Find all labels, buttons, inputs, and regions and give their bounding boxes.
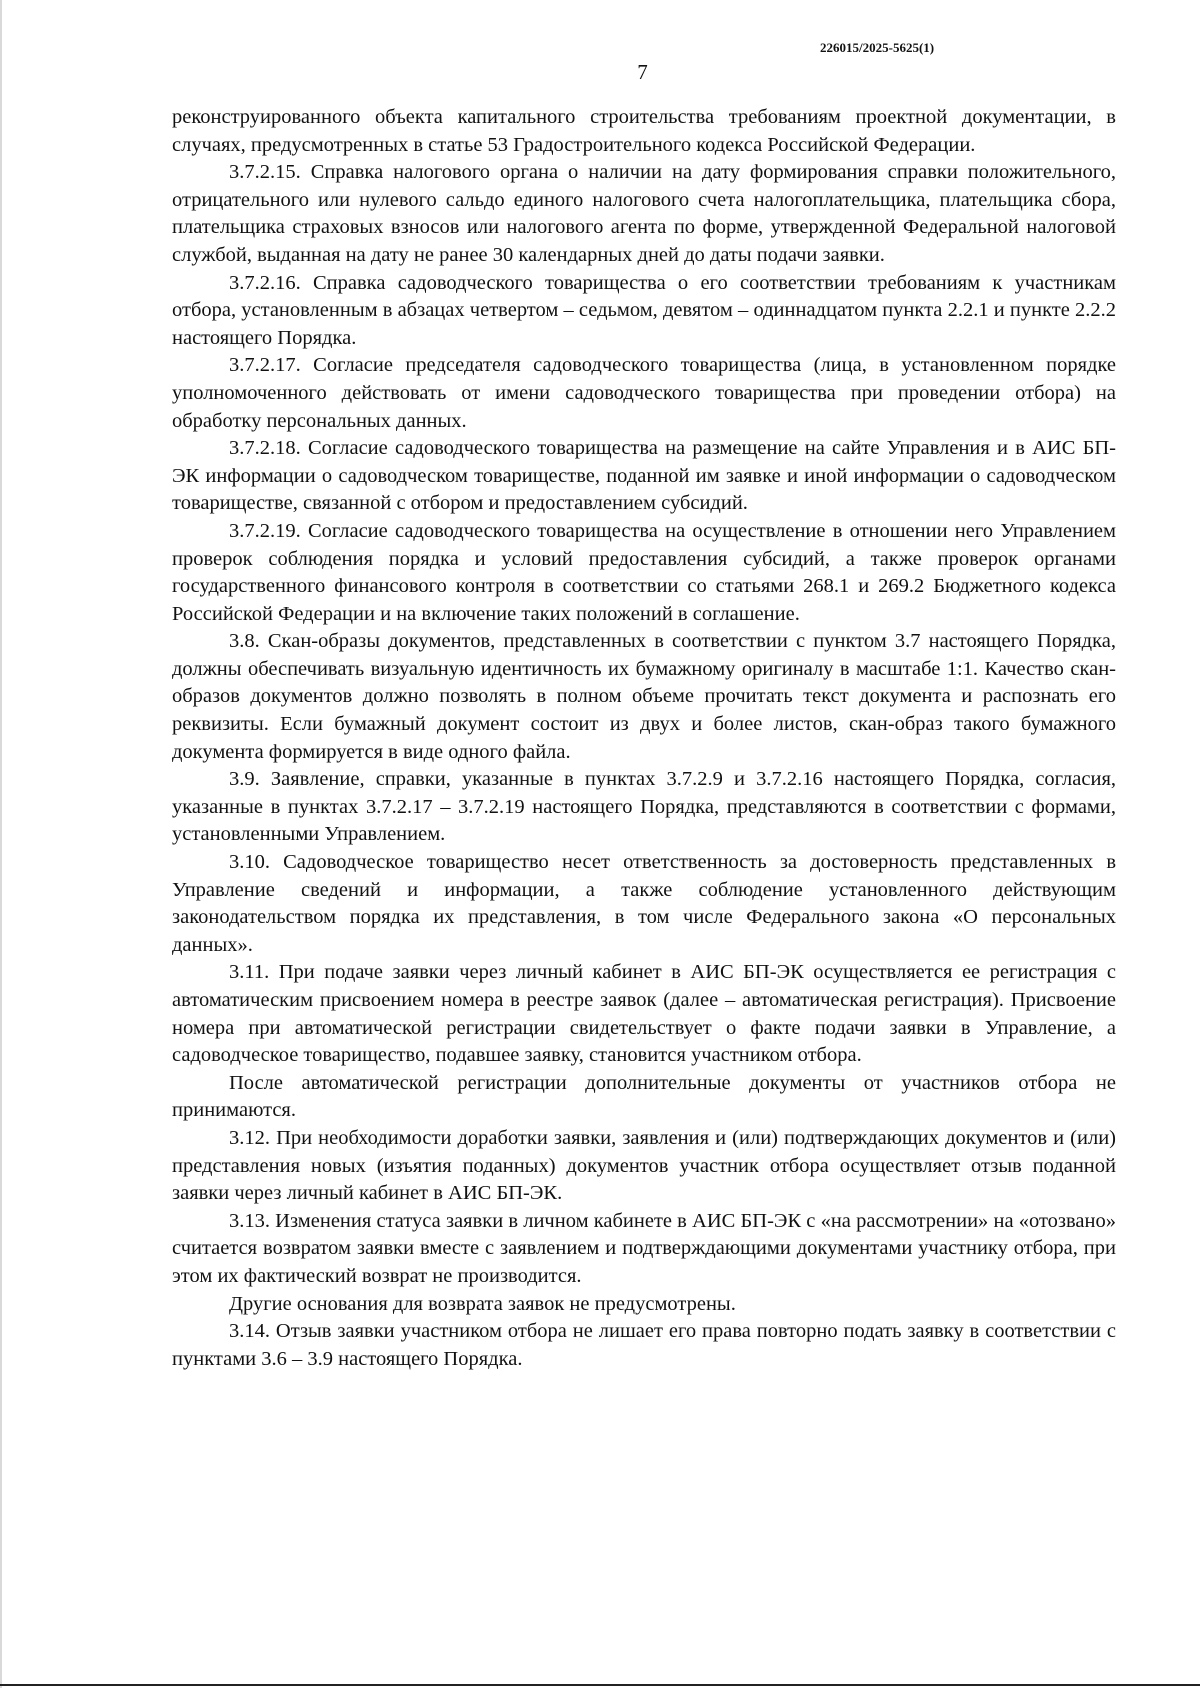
- paragraph-3-7-2-15: 3.7.2.15. Справка налогового органа о наличии на дату формирования справки положительного, отрицательного или нулевого сальдо единого налогового счета налогоплательщика, плательщика сбора, плательщика страховых взносов или налогового агента по форме, утвержденной Федеральной налоговой службой, выданная на дату не ранее 30 календарных дней до даты подачи заявки.: [172, 161, 1116, 266]
- scan-bottom-edge: [0, 1684, 1200, 1686]
- paragraph-3-7-2-17: 3.7.2.17. Согласие председателя садоводческого товарищества (лица, в установленном порядке уполномоченного действовать от имени садоводческого товарищества при проведении отбора) на обработку персональных данных.: [172, 354, 1116, 432]
- paragraph-3-7-2-18: 3.7.2.18. Согласие садоводческого товарищества на размещение на сайте Управления и в АИС БП-ЭК информации о садоводческом товариществе, поданной им заявке и иной информации о садоводческом товариществе, связанной с отбором и предоставлением субсидий.: [172, 437, 1116, 515]
- paragraph-3-8: 3.8. Скан-образы документов, представленных в соответствии с пунктом 3.7 настоящего Порядка, должны обеспечивать визуальную идентичность их бумажному оригиналу в масштабе 1:1. Качество скан-образов документов должно позволять в полном объеме прочитать текст документа и распознать его реквизиты. Если бумажный документ состоит из двух и более листов, скан-образ такого бумажного документа формируется в виде одного файла.: [172, 630, 1116, 763]
- paragraph-3-14: 3.14. Отзыв заявки участником отбора не лишает его права повторно подать заявку в соответствии с пунктами 3.6 – 3.9 настоящего Порядка.: [172, 1320, 1116, 1370]
- paragraph-3-9: 3.9. Заявление, справки, указанные в пунктах 3.7.2.9 и 3.7.2.16 настоящего Порядка, согласия, указанные в пунктах 3.7.2.17 – 3.7.2.19 настоящего Порядка, представляются в соответствии с формами, установленными Управлением.: [172, 768, 1116, 846]
- paragraph-3-7-2-16: 3.7.2.16. Справка садоводческого товарищества о его соответствии требованиям к участникам отбора, установленным в абзацах четвертом – седьмом, девятом – одиннадцатом пункта 2.2.1 и пункте 2.2.2 настоящего Порядка.: [172, 271, 1116, 349]
- paragraph-3-10: 3.10. Садоводческое товарищество несет ответственность за достоверность представленных в Управление сведений и информации, а также соблюдение установленного действующим законодательством порядка их представления, в том числе Федерального закона «О персональных данных».: [172, 851, 1116, 956]
- document-body: [172, 104, 1116, 1373]
- paragraph-3-11-continued: После автоматической регистрации дополнительные документы от участников отбора не принимаются.: [172, 1071, 1116, 1122]
- paragraph-3-7-2-19: 3.7.2.19. Согласие садоводческого товарищества на осуществление в отношении него Управлением проверок соблюдения порядка и условий предоставления субсидий, а также проверок органами государственного финансового контроля в соответствии со статьями 268.1 и 269.2 Бюджетного кодекса Российской Федерации и на включение таких положений в соглашение.: [172, 519, 1116, 625]
- document-registration-number: 226015/2025-5625(1): [820, 40, 935, 55]
- scan-edge: [0, 0, 2, 1688]
- paragraph-3-12: 3.12. При необходимости доработки заявки, заявления и (или) подтверждающих документов и (или) представления новых (изъятия поданных) документов участник отбора осуществляет отзыв поданной заявки через личный кабинет в АИС БП-ЭК.: [172, 1126, 1116, 1205]
- paragraph-continuation: реконструированного объекта капитального строительства требованиям проектной документации, в случаях, предусмотренных в статье 53 Градостроительного кодекса Российской Федерации.: [172, 106, 1116, 156]
- page-number: 7: [637, 60, 648, 84]
- paragraph-3-13-continued: Другие основания для возврата заявок не предусмотрены.: [229, 1292, 736, 1315]
- paragraph-3-11: 3.11. При подаче заявки через личный кабинет в АИС БП-ЭК осуществляется ее регистрация с автоматическим присвоением номера в реестре заявок (далее – автоматическая регистрация). Присвоение номера при автоматической регистрации свидетельствует о факте подачи заявки в Управление, а садоводческое товарищество, подавшее заявку, становится участником отбора.: [172, 961, 1116, 1067]
- paragraph-3-13: 3.13. Изменения статуса заявки в личном кабинете в АИС БП-ЭК с «на рассмотрении» на «отозвано» считается возвратом заявки вместе с заявлением и подтверждающими документами участнику отбора, при этом их фактический возврат не производится.: [172, 1209, 1116, 1287]
